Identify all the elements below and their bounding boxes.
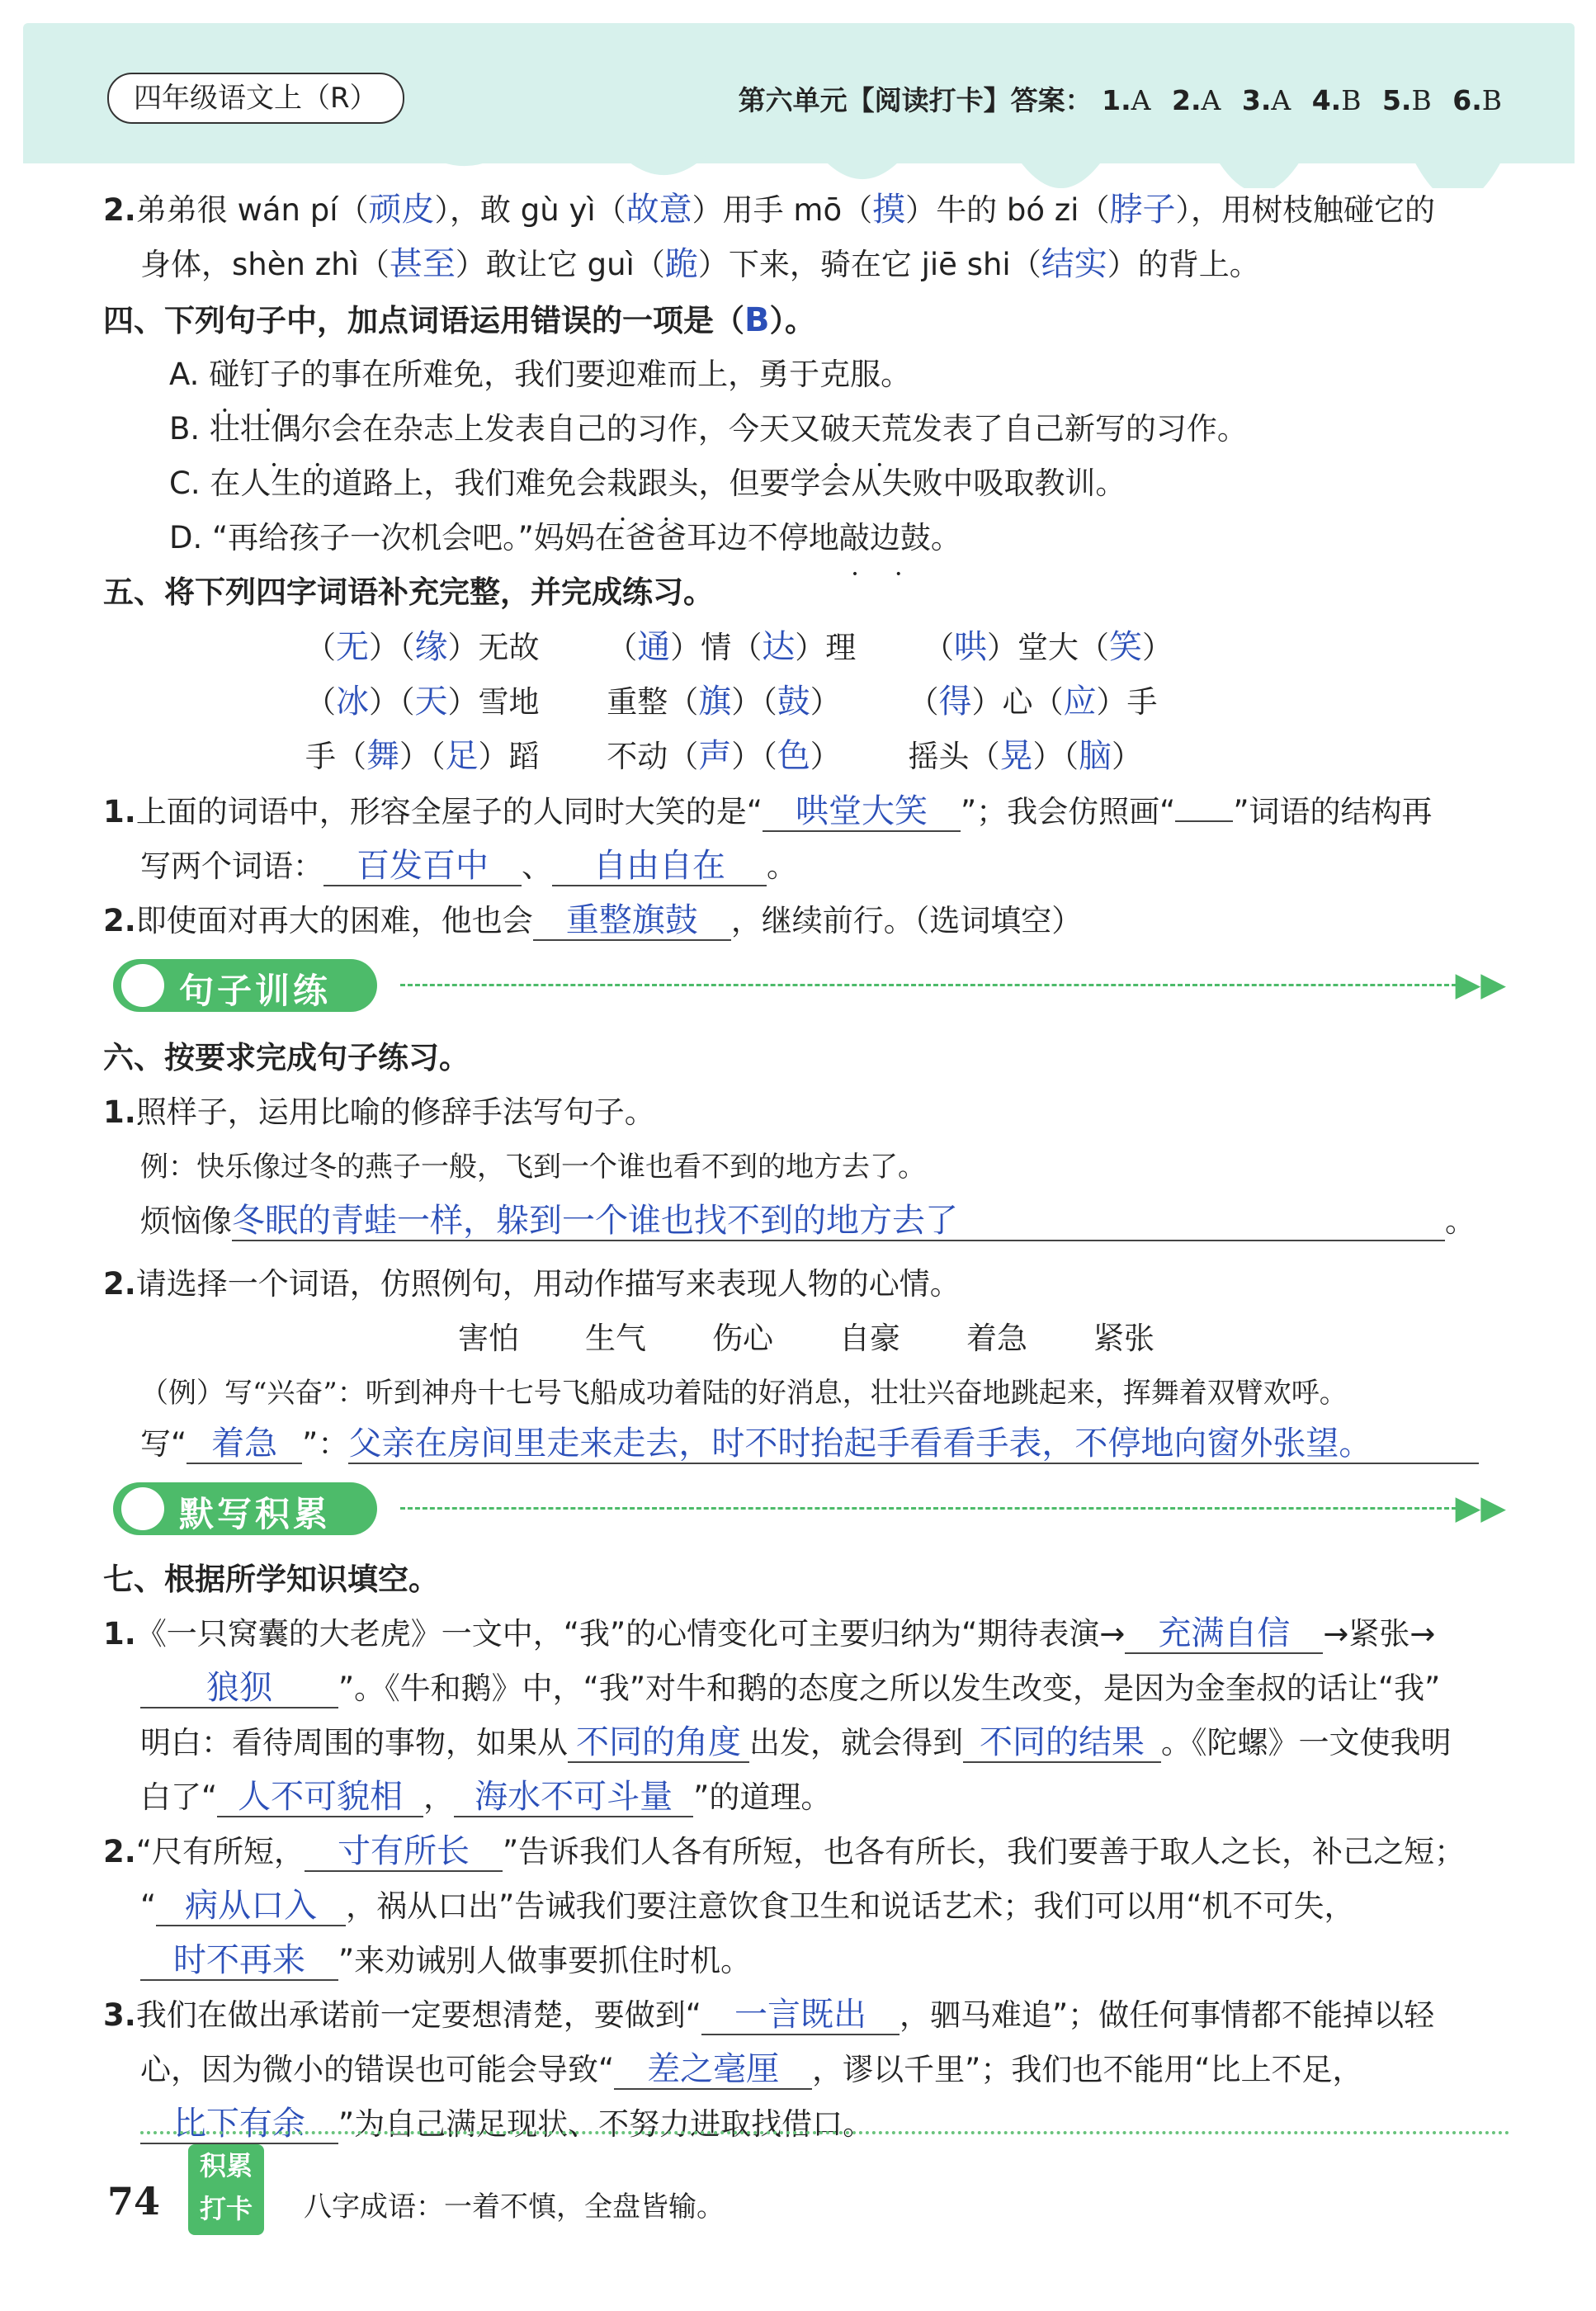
q4-option-d: D. “再给孩子一次机会吧。”妈妈在爸爸耳边不停地敲边鼓 • •。 bbox=[169, 517, 961, 560]
q7-sub3-line3: 比下有余 ”为自己满足现状、不努力进取找借口。 bbox=[140, 2103, 873, 2146]
q7-sub2-line3: 时不再来 ”来劝诫别人做事要抓住时机。 bbox=[140, 1940, 751, 1983]
q7-sub2-line1: 2.“尺有所短， 寸有所长 ”告诉我们人各有所短，也各有所长，我们要善于取人之长，补己之短； bbox=[103, 1832, 1466, 1870]
q3-item2-line1: 2.弟弟很 wán pí（顽皮），敢 gù yì（故意）用手 mō（摸）牛的 bó zi（脖子），用树枝触碰它的 bbox=[103, 191, 1435, 229]
wave-edge bbox=[23, 139, 1575, 188]
section-pill: 句子训练 bbox=[113, 959, 377, 1012]
section-bar-dictation bbox=[103, 1476, 1506, 1542]
q7-sub1-line4: 白了“ 人不可貌相 ， 海水不可斗量 ”的道理。 bbox=[140, 1778, 832, 1816]
q7-sub1-line1: 1.《一只窝囊的大老虎》一文中，“我”的心情变化可主要归纳为“期待表演→ 充满自信 →紧张→ bbox=[103, 1614, 1436, 1652]
lightbulb-icon bbox=[121, 1487, 164, 1530]
q6-title: 六、按要求完成句子练习。 bbox=[103, 1040, 470, 1075]
q5-row1: （无）（缘）无故 （通）情（达）理 （哄）堂大（笑） bbox=[305, 628, 1173, 666]
q6-answer1: 烦恼像冬眠的青蛙一样，躲到一个谁也找不到的地方去了 。 bbox=[140, 1202, 1476, 1240]
q6-sub2: 2.请选择一个词语，仿照例句，用动作描写来表现人物的心情。 bbox=[103, 1266, 961, 1302]
answer-1: 1.A bbox=[1102, 84, 1151, 116]
lightbulb-icon bbox=[121, 964, 164, 1007]
q5-sub1-line1: 1.上面的词语中，形容全屋子的人同时大笑的是“ 哄堂大笑 ”；我会仿照画“ ”词语的结构再 bbox=[103, 792, 1433, 830]
q4-title: 四、下列句子中，加点词语运用错误的一项是（B）。 bbox=[103, 301, 815, 339]
q4-option-a: A. 碰钉子 • •的事在所难免，我们要迎难而上，勇于克服。 bbox=[169, 353, 911, 396]
page-number: 74 bbox=[107, 2179, 161, 2224]
q7-sub1-line3: 明白：看待周围的事物，如果从 不同的角度 出发，就会得到 不同的结果 。《陀螺》一文使我明 bbox=[140, 1723, 1452, 1761]
q5-title: 五、将下列四字词语补充完整，并完成练习。 bbox=[103, 574, 714, 610]
q7-title: 七、根据所学知识填空。 bbox=[103, 1562, 439, 1597]
accumulate-tag: 积累 打卡 bbox=[188, 2144, 264, 2235]
answer-6: 6.B bbox=[1452, 84, 1502, 116]
answer-4: 4.B bbox=[1311, 84, 1362, 116]
q4-option-b: B. 壮壮偶尔 • •会在杂志上发表自己的习作，今天又破天荒 • •发表了自己新写的习作。 bbox=[169, 408, 1248, 451]
grade-label: 四年级语文上（R） bbox=[107, 73, 404, 124]
double-arrow-icon: ▶▶ bbox=[1455, 1489, 1506, 1527]
q7-sub2-line2: “ 病从口入 ，祸从口出”告诫我们要注意饮食卫生和说话艺术；我们可以用“机不可失， bbox=[140, 1887, 1355, 1925]
q6-word-choices: 害怕 生气 伤心 自豪 着急 紧张 bbox=[458, 1321, 1155, 1356]
double-arrow-icon: ▶▶ bbox=[1455, 966, 1506, 1004]
q7-sub3-line1: 3.我们在做出承诺前一定要想清楚，要做到“ 一言既出 ，驷马难追”；做任何事情都不能掉以轻 bbox=[103, 1996, 1435, 2034]
section-pill: 默写积累 bbox=[113, 1482, 377, 1535]
answer-key bbox=[739, 79, 1513, 118]
q5-row2: （冰）（天）雪地 重整（旗）（鼓） （得）心（应）手 bbox=[305, 683, 1158, 721]
q6-example1: 例：快乐像过冬的燕子一般，飞到一个谁也看不到的地方去了。 bbox=[140, 1151, 926, 1184]
q5-sub2: 2.即使面对再大的困难，他也会 重整旗鼓 ，继续前行。（选词填空） bbox=[103, 901, 1083, 939]
q6-example2: （例）写“兴奋”：听到神舟十七号飞船成功着陆的好消息，壮壮兴奋地跳起来，挥舞着双臂欢呼。 bbox=[140, 1377, 1348, 1410]
q7-sub3-line2: 心，因为微小的错误也可能会导致“ 差之毫厘 ，谬以千里”；我们也不能用“比上不足， bbox=[140, 2050, 1363, 2088]
q4-option-c: C. 在人生的道路上，我们难免会栽跟头 • •，但要学会从失败中吸取教训。 bbox=[169, 462, 1126, 505]
q7-sub1-line2: 狼狈 ”。《牛和鹅》中，“我”对牛和鹅的态度之所以发生改变，是因为金奎叔的话让“我” bbox=[140, 1667, 1440, 1710]
answer-5: 5.B bbox=[1381, 84, 1432, 116]
section-bar-sentence-training bbox=[103, 952, 1506, 1018]
footer-divider bbox=[140, 2131, 1510, 2134]
footer-idiom: 八字成语：一着不慎，全盘皆输。 bbox=[304, 2190, 725, 2224]
q5-sub1-line2: 写两个词语： 百发百中 、 自由自在 。 bbox=[140, 847, 797, 885]
q3-item2-line2: 身体，shèn zhì（甚至）敢让它 guì（跪）下来，骑在它 jiē shi（结实）的背上。 bbox=[140, 245, 1260, 283]
answer-2: 2.A bbox=[1172, 84, 1221, 116]
q5-row3: 手（舞）（足）蹈 不动（声）（色） 摇头（晃）（脑） bbox=[305, 737, 1143, 775]
answer-3: 3.A bbox=[1241, 84, 1291, 116]
q6-sub1: 1.照样子，运用比喻的修辞手法写句子。 bbox=[103, 1094, 655, 1130]
q6-answer2: 写“ 着急 ”：父亲在房间里走来走去，时不时抬起手看看手表，不停地向窗外张望。 bbox=[140, 1423, 1479, 1466]
answer-key-label: 第六单元【阅读打卡】答案： bbox=[738, 84, 1093, 116]
